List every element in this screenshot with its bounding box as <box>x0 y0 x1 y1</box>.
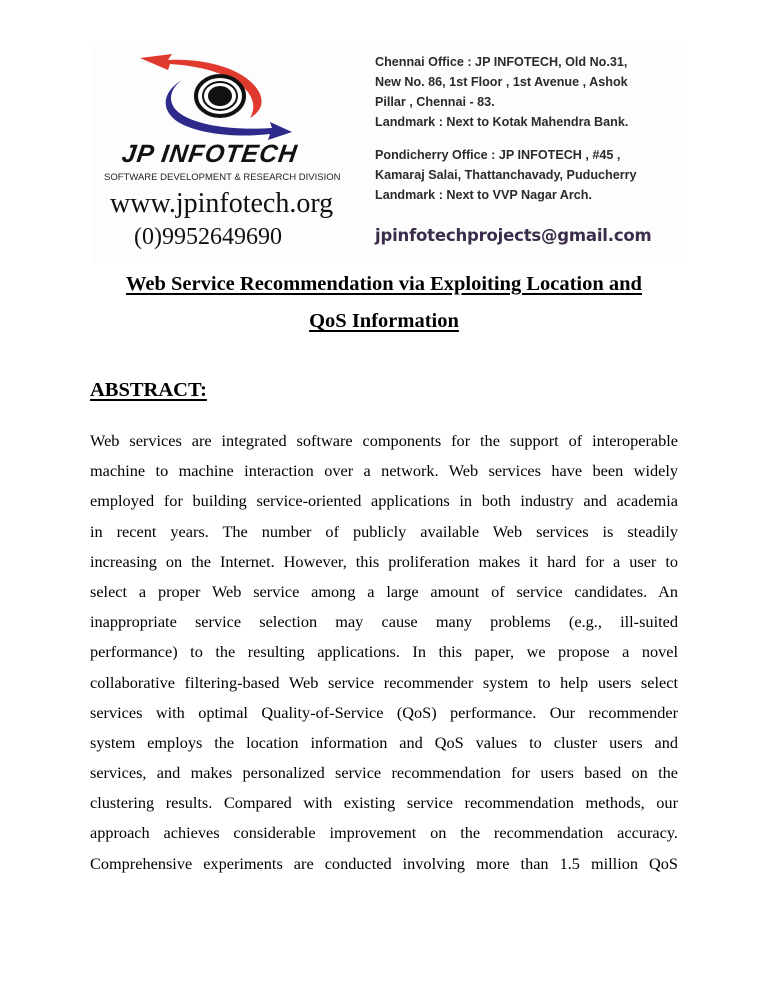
abstract-body <box>90 426 678 879</box>
chennai-address-line: New No. 86, 1st Floor , 1st Avenue , Ashok <box>375 75 628 89</box>
brand-name: JP INFOTECH <box>120 140 300 168</box>
company-header-banner <box>92 42 682 264</box>
abstract-line: collaborative filtering-based Web service recommender system to help users select <box>90 672 678 692</box>
abstract-line: select a proper Web service among a large amount of service candidates. An <box>90 581 678 601</box>
contact-email: jpinfotechprojects@gmail.com <box>375 226 652 245</box>
chennai-address-line: Pillar , Chennai - 83. <box>375 95 495 109</box>
abstract-line: performance) to the resulting applications. In this paper, we propose a novel <box>90 642 678 662</box>
abstract-line: services, and makes personalized service recommendation for users based on the <box>90 763 678 783</box>
office-addresses <box>375 52 685 205</box>
abstract-line: increasing on the Internet. However, this proliferation makes it hard for a user to <box>90 551 678 571</box>
abstract-line: employed for building service-oriented applications in both industry and academia <box>90 491 678 511</box>
abstract-line: in recent years. The number of publicly available Web services is steadily <box>90 521 678 541</box>
website-url: www.jpinfotech.org <box>110 188 334 219</box>
abstract-line: approach achieves considerable improvement on the recommendation accuracy. <box>90 823 678 843</box>
pondicherry-address-line: Pondicherry Office : JP INFOTECH , #45 , <box>375 148 621 162</box>
abstract-heading: ABSTRACT: <box>90 379 207 401</box>
chennai-landmark: Landmark : Next to Kotak Mahendra Bank. <box>375 115 629 129</box>
logo-area <box>92 42 372 264</box>
paper-title <box>90 266 678 340</box>
abstract-line: machine to machine interaction over a network. Web services have been widely <box>90 461 678 481</box>
abstract-line: Comprehensive experiments are conducted involving more than 1.5 million QoS <box>90 853 678 873</box>
address-spacer <box>375 132 685 145</box>
paper-title-line: QoS Information <box>309 310 459 332</box>
abstract-line: inappropriate service selection may cause many problems (e.g., ill-suited <box>90 612 678 632</box>
pondicherry-address-line: Kamaraj Salai, Thattanchavady, Puducherry <box>375 168 637 182</box>
jp-infotech-logo-icon <box>132 50 302 140</box>
abstract-line: system employs the location information and QoS values to cluster users and <box>90 732 678 752</box>
abstract-line: Web services are integrated software components for the support of interoperable <box>90 431 678 450</box>
paper-title-line: Web Service Recommendation via Exploiting Location and <box>126 273 642 295</box>
abstract-line: clustering results. Compared with existing service recommendation methods, our <box>90 793 678 813</box>
chennai-address-line: Chennai Office : JP INFOTECH, Old No.31, <box>375 55 628 69</box>
pondicherry-landmark: Landmark : Next to VVP Nagar Arch. <box>375 188 592 202</box>
phone-number: (0)9952649690 <box>134 224 282 250</box>
brand-tagline: SOFTWARE DEVELOPMENT & RESEARCH DIVISION <box>104 172 341 183</box>
abstract-line: services with optimal Quality-of-Service (QoS) performance. Our recommender <box>90 702 678 722</box>
